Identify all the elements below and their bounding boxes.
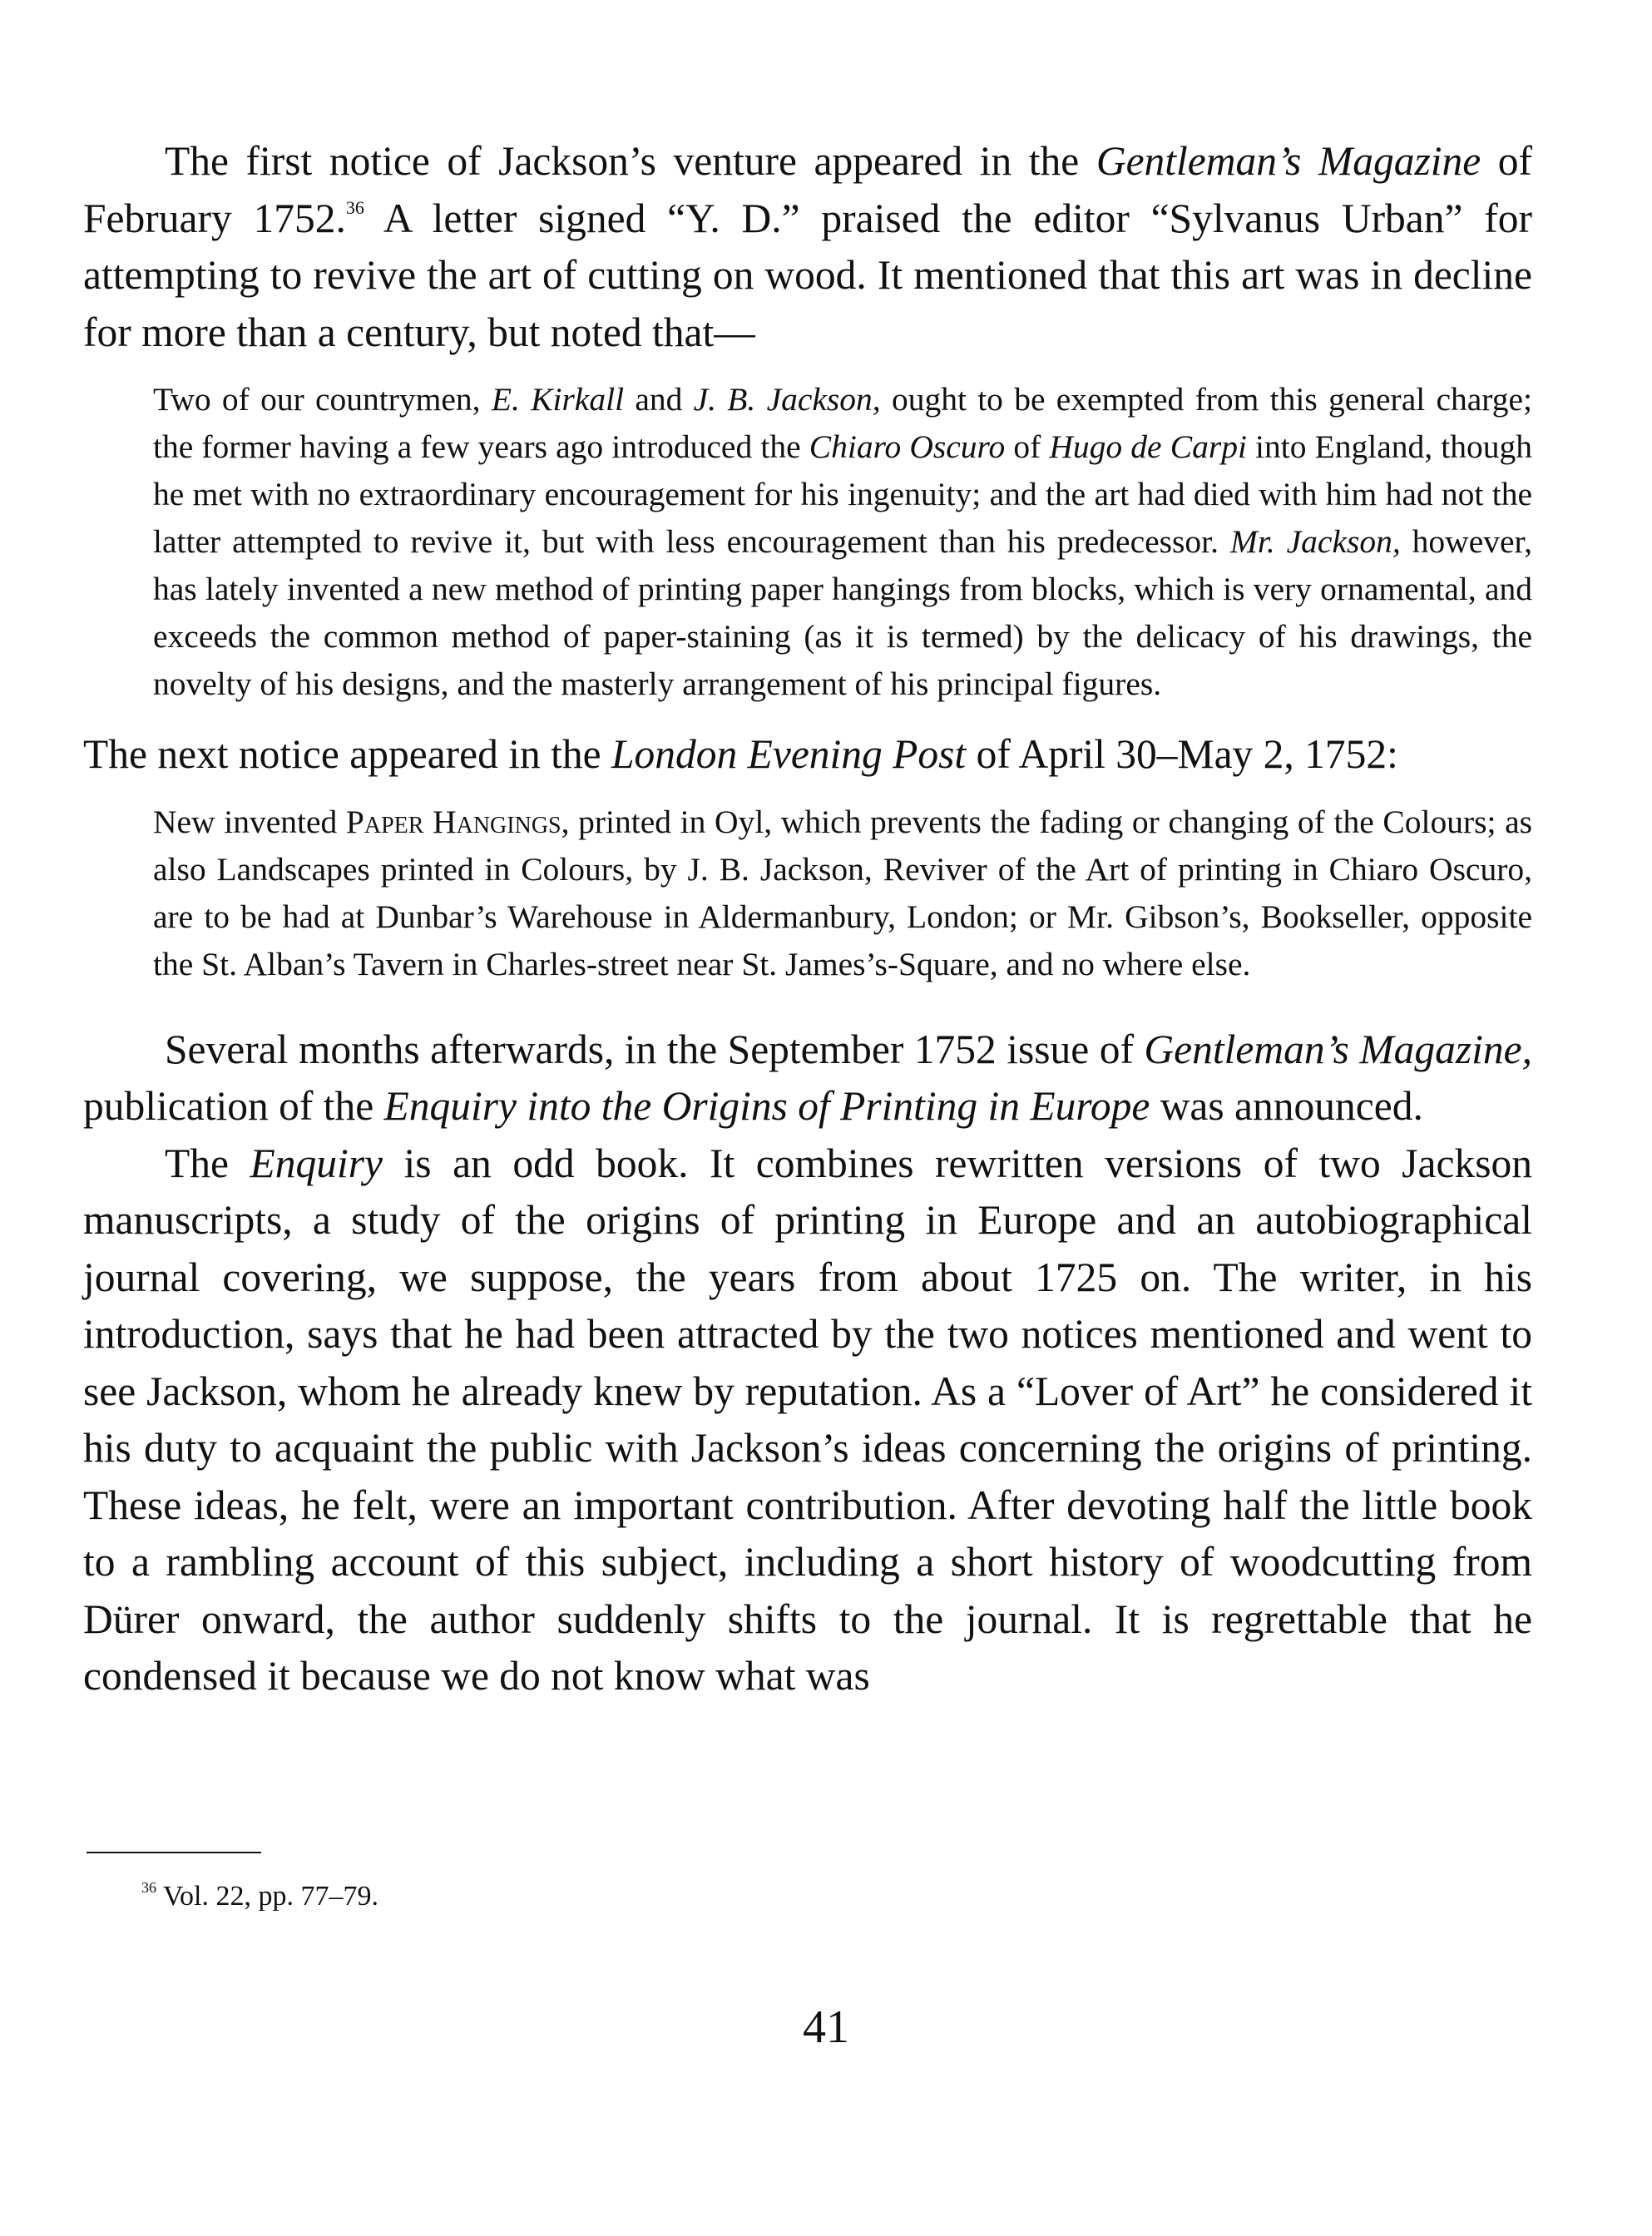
footnote-divider bbox=[87, 1852, 261, 1853]
block-quote-evening-post bbox=[153, 799, 1532, 988]
italic-run: E. Kirkall bbox=[491, 381, 625, 418]
italic-run: Enquiry bbox=[250, 1140, 383, 1186]
text-run: New invented bbox=[153, 803, 346, 840]
italic-run: Hugo de Carpi bbox=[1049, 428, 1247, 465]
text-run: of bbox=[1005, 428, 1050, 465]
text-run: of April 30–May 2, 1752: bbox=[966, 731, 1398, 777]
text-run: A letter signed “Y. D.” praised the editor “Sylvanus Urban” for attempting to revive the art of cutting on wood. It mentioned that this art was in decline for more than a century, but noted that— bbox=[83, 195, 1532, 355]
text-run: is an odd book. It combines rewritten versions of two Jackson manuscripts, a study of the origins of printing in Europe and an autobiographical journal covering, we suppose, the years from about 1725 on. The writer, in his introduction, says that he had been attracted by the two notices mentioned and went to see Jackson, whom he already knew by reputation. As a “Lover of Art” he considered it his duty to acquaint the public with Jackson’s ideas concerning the origins of printing. These ideas, he felt, were an important contribution. After devoting half the little book to a rambling account of this subject, including a short history of woodcutting from Dürer onward, the author suddenly shifts to the journal. It is regrettable that he condensed it because we do not know what was bbox=[83, 1140, 1532, 1699]
italic-run: Enquiry into the Origins of Printing in Europe bbox=[383, 1083, 1150, 1129]
text-run: The next notice appeared in the bbox=[83, 731, 611, 777]
text-run: was announced. bbox=[1150, 1083, 1423, 1129]
paragraph-first-notice bbox=[83, 133, 1532, 361]
italic-run: Gentleman’s Magazine bbox=[1096, 138, 1481, 184]
paragraph-enquiry bbox=[83, 1135, 1532, 1705]
text-run: however, has lately invented a new method of printing paper hangings from blocks, which is very ornamental, and exceeds the common method of paper-staining (as it is termed) by the delicacy of his drawings, the novelty of his designs, and the masterly arrangement of his principal figures. bbox=[153, 523, 1532, 702]
text-run: of February 1752. bbox=[83, 138, 1532, 241]
text-run: Two of our countrymen, bbox=[153, 381, 492, 418]
footnote-reference: 36 bbox=[345, 196, 364, 218]
italic-run: Chiaro Oscuro bbox=[809, 428, 1006, 465]
small-caps-run: Paper Hangings bbox=[345, 803, 561, 840]
page-body bbox=[83, 133, 1532, 1705]
text-run: into England, though he met with no extraordinary encouragement for his ingenuity; and the art had died with him had not the latter attempted to revive it, but with less encouragement than his predecessor. bbox=[153, 428, 1533, 560]
paragraph-next-notice bbox=[83, 726, 1532, 784]
footnote-number: 36 bbox=[141, 1879, 156, 1896]
text-run: publication of the bbox=[83, 1083, 384, 1129]
footnote-text: Vol. 22, pp. 77–79. bbox=[162, 1881, 379, 1912]
text-run: Several months afterwards, in the September 1752 issue of bbox=[165, 1026, 1145, 1072]
paragraph-several-months bbox=[83, 1022, 1532, 1135]
footnote bbox=[141, 1878, 378, 1915]
text-run: The bbox=[165, 1140, 250, 1186]
italic-run: Mr. Jackson, bbox=[1229, 523, 1401, 560]
text-run: ought to be exempted from this general charge; the former having a few years ago introduced the bbox=[153, 381, 1532, 465]
italic-run: London Evening Post bbox=[611, 731, 967, 777]
text-run: The first notice of Jackson’s venture appeared in the bbox=[165, 138, 1096, 184]
text-run: , printed in Oyl, which prevents the fading or changing of the Colours; as also Landscapes printed in Colours, by J. B. Jackson, Reviver of the Art of printing in Chiaro Oscuro, are to be had at Dunbar’s Warehouse in Aldermanbury, London; or Mr. Gibson’s, Bookseller, opposite the St. Alban’s Tavern in Charles-street near St. James’s-Square, and no where else. bbox=[153, 803, 1532, 982]
text-run: and bbox=[624, 381, 694, 418]
italic-run: J. B. Jackson, bbox=[693, 381, 881, 418]
italic-run: Gentleman’s Magazine, bbox=[1144, 1026, 1532, 1072]
block-quote-gentlemans-magazine bbox=[153, 376, 1532, 708]
page-number: 41 bbox=[803, 2001, 849, 2053]
